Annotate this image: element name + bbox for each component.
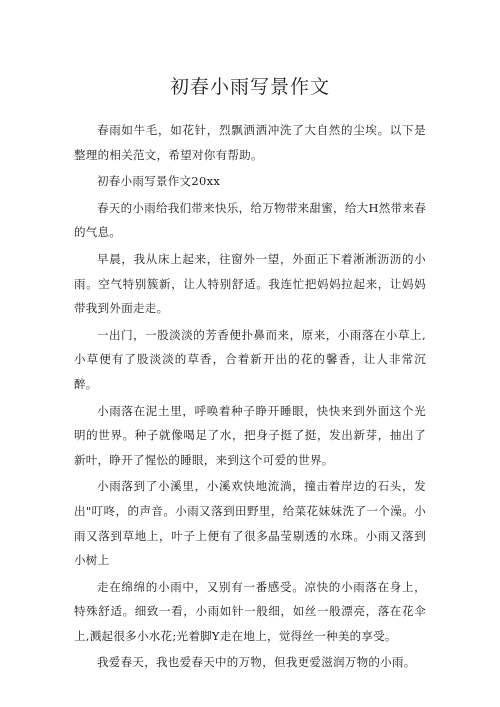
paragraph-fragrance: 一出门，一股淡淡的芳香便扑鼻而来，原来，小雨落在小草上,小草便有了股淡淡的草香，合着新开出的花的馨香，让人非常沉醉。 xyxy=(74,327,426,391)
paragraph-walk: 走在绵绵的小雨中，又别有一番感受。凉快的小雨落在身上，特殊舒适。细致一看，小雨如针一般细，如丝一般漂亮，落在花伞上,溅起很多小水花;光着脚Y走在地上，觉得丝一种美的享受。 xyxy=(74,579,426,643)
paragraph-morning: 早晨，我从床上起来，往窗外一望，外面正下着淅淅沥沥的小雨。空气特别簇新，让人特别舒适。我连忙把妈妈拉起来，让妈妈带我到外面走走。 xyxy=(74,251,426,316)
paragraph-conclusion: 我爱春天，我也爱春天中的万物，但我更爱滋润万物的小雨。 xyxy=(97,655,416,670)
document-body xyxy=(74,118,426,677)
document-title: 初春小雨写景作文 xyxy=(169,76,330,98)
paragraph-intro: 春雨如牛毛，如花针，烈飘洒洒冲洗了大自然的尘埃。以下是整理的相关范文，希望对你有帮助。 xyxy=(74,123,426,162)
paragraph-subtitle: 初春小雨写景作文20xx xyxy=(97,174,221,189)
paragraph-seeds: 小雨落在泥土里，呼唤着种子睁开睡眼，快快来到外面这个光明的世界。种子就像喝足了水，把身子挺了挺，发出新芽，抽出了新叶，睁开了惺忪的睡眼，来到这个可爱的世界。 xyxy=(74,403,426,467)
paragraph-stream: 小雨落到了小溪里，小溪欢快地流淌，撞击着岸边的石头，发出"叮咚，的声音。小雨又落到田野里，给菜花妹妹洗了一个澡。小雨又落到草地上，叶子上便有了很多晶莹剔透的水珠。小雨又落到小树上 xyxy=(74,479,426,568)
paragraph-spring-joy: 春天的小雨给我们带来快乐，给万物带来甜蜜，给大H然带来春的气息。 xyxy=(74,200,426,240)
